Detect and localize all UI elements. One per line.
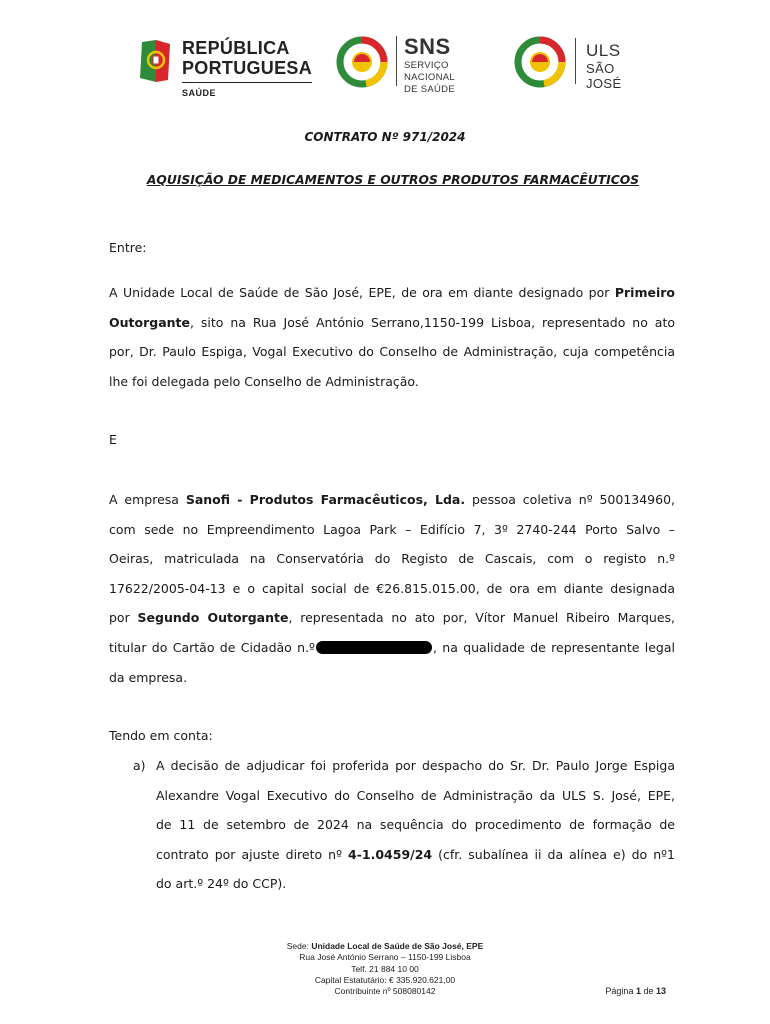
republica-portuguesa-text: REPÚBLICA PORTUGUESA: [182, 38, 313, 78]
paragraph-line: do art.º 24º do CCP).: [156, 876, 287, 892]
contract-number: CONTRATO Nº 971/2024: [304, 130, 466, 144]
footer-capital: Capital Estatutário: € 335.920.621,00: [314, 974, 456, 985]
sns-subtitle: SERVIÇO NACIONAL DE SAÚDE: [404, 60, 455, 95]
paragraph-line: Outorgante, sito na Rua José António Serrano,1150-199 Lisboa, representado no ato: [109, 314, 675, 330]
paragraph-line: titular do Cartão de Cidadão n.º , na qualidade de representante legal: [109, 639, 675, 655]
paragraph-line: Alexandre Vogal Executivo do Conselho de Administração da ULS S. José, EPE,: [156, 787, 675, 803]
portuguese-flag-icon: [136, 38, 172, 84]
sns-title: SNS: [404, 34, 451, 59]
first-party-paragraph: [109, 278, 675, 396]
footer-phone: Telf. 21 884 10 00: [351, 963, 419, 974]
entre-paragraph: Entre:: [109, 240, 147, 255]
sns-logo: [336, 34, 496, 95]
sns-mark-icon: [336, 36, 388, 88]
footer-sede: Sede: Unidade Local de Saúde de São José, EPE: [286, 941, 484, 951]
paragraph-line: Oeiras, matriculada na Conservatória do Registo de Cascais, com o registo n.º: [109, 551, 675, 567]
paragraph-line: por Segundo Outorgante, representada no ato por, Vítor Manuel Ribeiro Marques,: [109, 610, 675, 626]
uls-sao-jose-logo: [514, 34, 654, 90]
tendo-em-conta-heading: Tendo em conta:: [109, 728, 213, 743]
paragraph-line: A decisão de adjudicar foi proferida por despacho do Sr. Dr. Paulo Jorge Espiga: [156, 758, 675, 773]
paragraph-line: da empresa.: [109, 669, 188, 685]
document-title: AQUISIÇÃO DE MEDICAMENTOS E OUTROS PRODUTOS FARMACÊUTICOS: [146, 173, 640, 187]
paragraph-line: contrato por ajuste direto nº 4-1.0459/24 (cfr. subalínea ii da alínea e) do nº1: [156, 846, 675, 862]
e-paragraph: E: [109, 432, 117, 447]
uls-subtitle: SÃO JOSÉ: [586, 61, 622, 91]
paragraph-line: de 11 de setembro de 2024 na sequência do procedimento de formação de: [156, 817, 675, 833]
logo-divider: [182, 82, 312, 83]
paragraph-line: lhe foi delegada pelo Conselho de Administração.: [109, 373, 419, 389]
saude-label: SAÚDE: [182, 88, 217, 98]
sns-separator: [396, 36, 397, 86]
footer-nif: Contribuinte nº 508080142: [334, 986, 436, 997]
uls-title: ULS: [586, 41, 621, 60]
republica-portuguesa-logo: [136, 36, 316, 102]
footer-address: Rua José António Serrano – 1150-199 Lisboa: [299, 952, 471, 963]
paragraph-line: A Unidade Local de Saúde de São José, EPE, de ora em diante designado por Primeiro: [109, 285, 675, 300]
paragraph-line: A empresa Sanofi - Produtos Farmacêuticos, Lda. pessoa coletiva nº 500134960,: [109, 492, 676, 507]
uls-separator: [575, 38, 576, 84]
uls-mark-icon: [514, 36, 566, 88]
paragraph-line: 17622/2005-04-13 e o capital social de €26.815.015.00, de ora em diante designada: [109, 580, 675, 596]
paragraph-line: com sede no Empreendimento Lagoa Park – Edifício 7, 3º 2740-244 Porto Salvo –: [109, 521, 675, 537]
second-party-paragraph: [109, 485, 675, 692]
paragraph-line: por, Dr. Paulo Espiga, Vogal Executivo do Conselho de Administração, cuja competência: [109, 344, 675, 360]
page-number: Página 1 de 13: [605, 986, 666, 996]
list-marker: a): [133, 758, 146, 773]
redacted-id-number: [316, 641, 432, 654]
